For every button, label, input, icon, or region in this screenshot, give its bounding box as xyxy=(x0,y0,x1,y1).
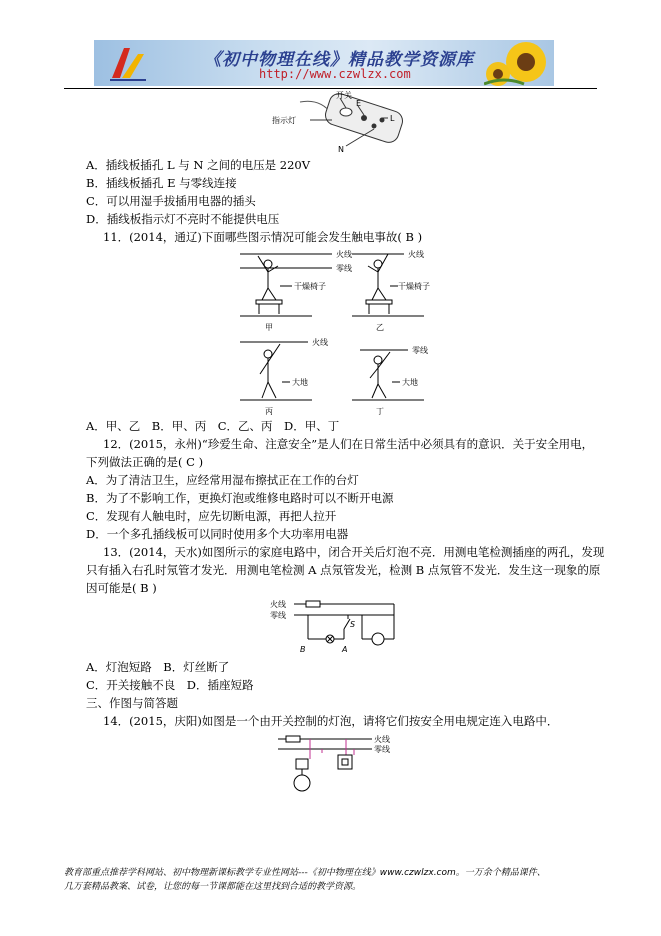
q13-option-1: A．灯泡短路 B．灯丝断了 xyxy=(86,660,230,674)
site-url[interactable]: http://www.czwlzx.com xyxy=(259,67,411,81)
q14-stem: 14．(2015，庆阳)如图是一个由开关控制的灯泡，请将它们按安全用电规定连入电路中． xyxy=(103,714,559,728)
q12-option-d: D．一个多孔插线板可以同时使用多个大功率用电器 xyxy=(86,527,349,541)
q11-stem: 11．(2014，通辽)下面哪些图示情况可能会发生触电事故( B ) xyxy=(103,230,423,244)
bulb-icon xyxy=(294,775,310,791)
q13-stem-1: 13．(2014，天水)如图所示的家庭电路中，闭合开关后灯泡不亮．用测电笔检测插座的两孔，发现 xyxy=(103,545,605,559)
jia-neutral-label: 零线 xyxy=(336,264,352,273)
q12-option-a: A．为了清洁卫生，应经常用湿布擦拭正在工作的台灯 xyxy=(86,473,359,487)
point-b-label: B xyxy=(300,645,306,654)
socket-l-label: L xyxy=(390,114,395,123)
socket-n-label: N xyxy=(338,145,344,154)
point-a-label: A xyxy=(342,645,348,654)
header-divider xyxy=(64,88,597,89)
power-strip-figure xyxy=(270,90,410,158)
panel-jia xyxy=(240,249,352,332)
wiring-task-figure xyxy=(276,733,406,795)
q10-option-a: A．插线板插孔 L 与 N 之间的电压是 220V xyxy=(86,158,311,172)
q12-option-c: C．发现有人触电时，应先切断电源，再把人拉开 xyxy=(86,509,337,523)
q10-option-b: B．插线板插孔 E 与零线连接 xyxy=(86,176,237,190)
q10-option-c: C．可以用湿手拔插用电器的插头 xyxy=(86,194,256,208)
bing-live-label: 火线 xyxy=(312,338,328,347)
footer-line-2: 几万套精品教案、试卷，让您的每一节课都能在这里找到合适的教学资源。 xyxy=(64,882,362,892)
footer-line-1: 教育部重点推荐学科网站、初中物理新课标教学专业性网站---《初中物理在线》www.czwlzx.com。一万余个精品课件、 xyxy=(64,868,546,878)
q13-stem-3: 因可能是( B ) xyxy=(86,581,157,595)
q12-stem-1: 12．(2015，永州)“珍爱生命、注意安全”是人们在日常生活中必须具有的意识．关于安全用电， xyxy=(103,437,594,451)
fuse-icon xyxy=(286,736,300,742)
circuit-live-label: 火线 xyxy=(270,600,286,609)
electric-shock-figure xyxy=(232,246,442,416)
site-title: 《初中物理在线》精品教学资源库 xyxy=(204,50,474,70)
yi-live-label: 火线 xyxy=(408,250,424,259)
indicator-label: 指示灯 xyxy=(272,116,296,125)
sunflower-icon xyxy=(484,40,554,86)
q13-option-2: C．开关接触不良 D．插座短路 xyxy=(86,678,254,692)
household-circuit-figure xyxy=(268,597,408,657)
bing-label: 丙 xyxy=(265,407,273,416)
ding-label: 丁 xyxy=(376,407,384,416)
q12-stem-2: 下列做法正确的是( C ) xyxy=(86,455,204,469)
q12-option-b: B．为了不影响工作，更换灯泡或维修电路时可以不断开电源 xyxy=(86,491,394,505)
bing-ground-label: 大地 xyxy=(292,378,308,387)
site-logo xyxy=(108,44,148,82)
header-banner xyxy=(94,40,554,86)
ding-ground-label: 大地 xyxy=(402,378,418,387)
socket-e-label: E xyxy=(356,99,362,108)
task-live-label: 火线 xyxy=(374,735,390,744)
jia-label: 甲 xyxy=(265,323,273,332)
circuit-neutral-label: 零线 xyxy=(270,611,286,620)
socket-icon xyxy=(372,633,384,645)
q11-options: A．甲、乙 B．甲、丙 C．乙、丙 D．甲、丁 xyxy=(86,419,340,433)
panel-ding xyxy=(352,345,428,416)
footer xyxy=(64,866,604,894)
jia-chair-label: 干燥椅子 xyxy=(294,282,326,291)
q13-stem-2: 只有插入右孔时氖管才发光．用测电笔检测 A 点氖管发光，检测 B 点氖管不发光．发生这一现象的原 xyxy=(86,563,601,577)
yi-chair-label: 干燥椅子 xyxy=(398,282,430,291)
jia-live-label: 火线 xyxy=(336,250,352,259)
section-3-heading: 三、作图与简答题 xyxy=(86,696,178,710)
ding-neutral-label: 零线 xyxy=(412,346,428,355)
switch-label: 开关 xyxy=(336,91,352,100)
fuse-icon xyxy=(306,601,320,607)
panel-bing xyxy=(240,337,328,416)
yi-label: 乙 xyxy=(376,323,384,332)
task-neutral-label: 零线 xyxy=(374,745,390,754)
q10-option-d: D．插线板指示灯不亮时不能提供电压 xyxy=(86,212,280,226)
panel-yi xyxy=(352,249,430,332)
switch-s-label: S xyxy=(350,620,356,629)
lamp-holder-icon xyxy=(296,759,308,769)
